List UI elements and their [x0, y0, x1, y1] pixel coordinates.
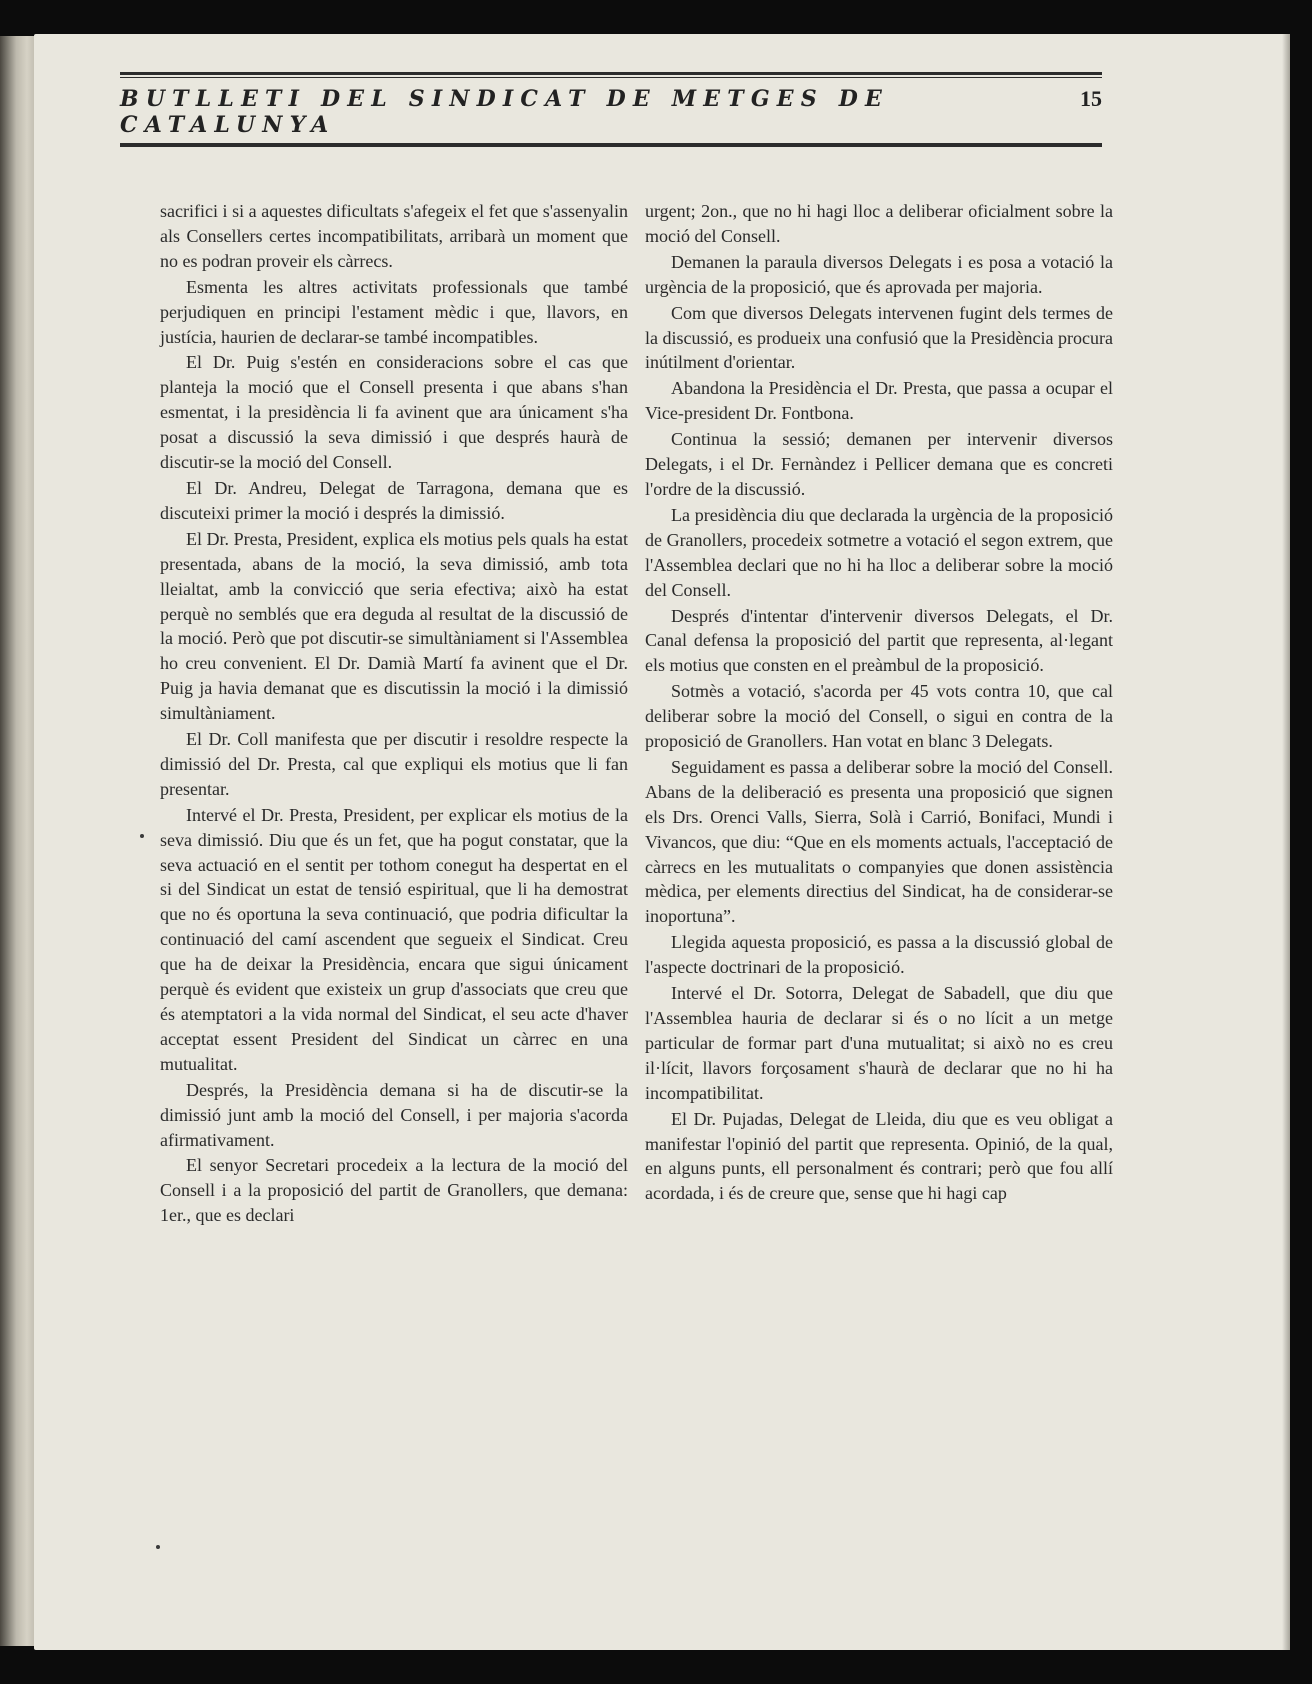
page-number: 15	[1080, 86, 1102, 111]
paper-speck	[140, 834, 144, 838]
paragraph: Abandona la Presidència el Dr. Presta, que passa a ocupar el Vice-president Dr. Fontbona.	[645, 378, 1113, 424]
paragraph: Després, la Presidència demana si ha de discutir-se la dimissió junt amb la moció del Consell, i per majoria s'acorda afirmativament.	[160, 1079, 628, 1150]
paragraph: sacrifici i si a aquestes dificultats s'afegeix el fet que s'assenyalin als Consellers certes incompatibilitats, arribarà un moment que no es podran proveir els càrrecs.	[160, 201, 628, 271]
journal-title: BUTLLETI DEL SINDICAT DE METGES DE CATALUNYA	[120, 86, 889, 138]
paragraph: Continua la sessió; demanen per intervenir diversos Delegats, i el Dr. Fernàndez i Pellicer demana que es concreti l'ordre de la discussió.	[645, 429, 1113, 499]
running-header	[120, 72, 1102, 147]
paragraph: Esmenta les altres activitats professionals que també perjudiquen en principi l'estament mèdic i que, llavors, en justícia, haurien de declarar-se també incompatibles.	[160, 276, 628, 347]
paragraph: Demanen la paraula diversos Delegats i es posa a votació la urgència de la proposició, que és aprovada per majoria.	[645, 251, 1113, 297]
header-top-rule-thin	[120, 77, 1102, 78]
paragraph: El Dr. Pujadas, Delegat de Lleida, diu que es veu obligat a manifestar l'opinió del partit que representa. Opinió, de la qual, en alguns punts, ell personalment és contrari; però que fou allí acordada, i és de creure que, sense que hi hagi cap	[645, 1108, 1113, 1204]
paragraph: Després d'intentar d'intervenir diversos Delegats, el Dr. Canal defensa la proposició del partit que representa, al·legant els motius que consten en el preàmbul de la proposició.	[645, 605, 1113, 676]
book-spine-edge	[0, 36, 36, 1646]
paragraph: La presidència diu que declarada la urgència de la proposició de Granollers, procedeix sotmetre a votació el segon extrem, que l'Assemblea declari que no hi ha lloc a deliberar sobre la moció del Consell.	[645, 504, 1113, 600]
right-column	[645, 199, 1113, 1206]
paragraph: urgent; 2on., que no hi hagi lloc a deliberar oficialment sobre la moció del Consell.	[645, 201, 1113, 246]
paper-speck	[156, 1545, 160, 1549]
paragraph: El Dr. Coll manifesta que per discutir i resoldre respecte la dimissió del Dr. Presta, cal que expliqui els motius que li fan presentar.	[160, 729, 628, 799]
paragraph: Intervé el Dr. Presta, President, per explicar els motius de la seva dimissió. Diu que és un fet, que ha pogut constatar, que la seva actuació en el sentit per tothom conegut ha despertat en el si del Sindicat un estat de tensió espiritual, que li ha demostrat que no és oportuna la seva continuació, que podria dificultar la continuació del camí ascendent que segueix el Sindicat. Creu que ha de deixar la Presidència, encara que sigui únicament perquè és evident que existeix un grup d'associats que creu que és atemptatori a la vida normal del Sindicat, el seu acte d'haver acceptat essent President del Sindicat un càrrec en una mutualitat.	[160, 804, 628, 1074]
paragraph: El Dr. Presta, President, explica els motius pels quals ha estat presentada, abans de la moció, la seva dimissió, amb tota lleialtat, amb la convicció que seria efectiva; això ha estat perquè no semblés que era deguda al resultat de la discussió de la moció. Però que pot discutir-se simultàniament si l'Assemblea ho creu convenient. El Dr. Damià Martí fa avinent que el Dr. Puig ja havia demanat que es discutissin la moció i la dimissió simultàniament.	[160, 528, 628, 724]
paragraph: El Dr. Puig s'estén en consideracions sobre el cas que planteja la moció que el Consell presenta i que abans s'han esmentat, i la presidència li fa avinent que ara únicament s'ha posat a discussió la seva dimissió i que després haurà de discutir-se la moció del Consell.	[160, 352, 628, 473]
header-line	[120, 86, 1102, 138]
page-edge-shadow	[1282, 34, 1290, 1650]
paragraph: El Dr. Andreu, Delegat de Tarragona, demana que es discuteixi primer la moció i després la dimissió.	[160, 477, 628, 523]
paragraph: Sotmès a votació, s'acorda per 45 vots contra 10, que cal deliberar sobre la moció del Consell, o sigui en contra de la proposició de Granollers. Han votat en blanc 3 Delegats.	[645, 681, 1113, 752]
paragraph: El senyor Secretari procedeix a la lectura de la moció del Consell i a la proposició del partit de Granollers, que demana: 1er., que es declari	[160, 1155, 628, 1226]
header-bottom-rule	[120, 144, 1102, 147]
paragraph: Intervé el Dr. Sotorra, Delegat de Sabadell, que diu que l'Assemblea hauria de declarar si és o no lícit a un metge particular de formar part d'una mutualitat; si això no es creu il·lícit, llavors forçosament s'haurà de declarar que no hi ha incompatibilitat.	[645, 983, 1113, 1103]
paragraph: Seguidament es passa a deliberar sobre la moció del Consell. Abans de la deliberació es presenta una proposició que signen els Drs. Orenci Valls, Sierra, Solà i Carrió, Bonifaci, Mundi i Vivancos, que diu: “Que en els moments actuals, l'acceptació de càrrecs en les mutualitats o companyies que donen assistència mèdica, per elements directius del Sindicat, ha de considerar-se inoportuna”.	[645, 756, 1113, 927]
header-top-rule	[120, 72, 1102, 75]
left-column	[160, 199, 628, 1228]
paragraph: Llegida aquesta proposició, es passa a la discussió global de l'aspecte doctrinari de la proposició.	[645, 932, 1113, 978]
paragraph: Com que diversos Delegats intervenen fugint dels termes de la discussió, es produeix una confusió que la Presidència procura inútilment d'orientar.	[645, 302, 1113, 373]
